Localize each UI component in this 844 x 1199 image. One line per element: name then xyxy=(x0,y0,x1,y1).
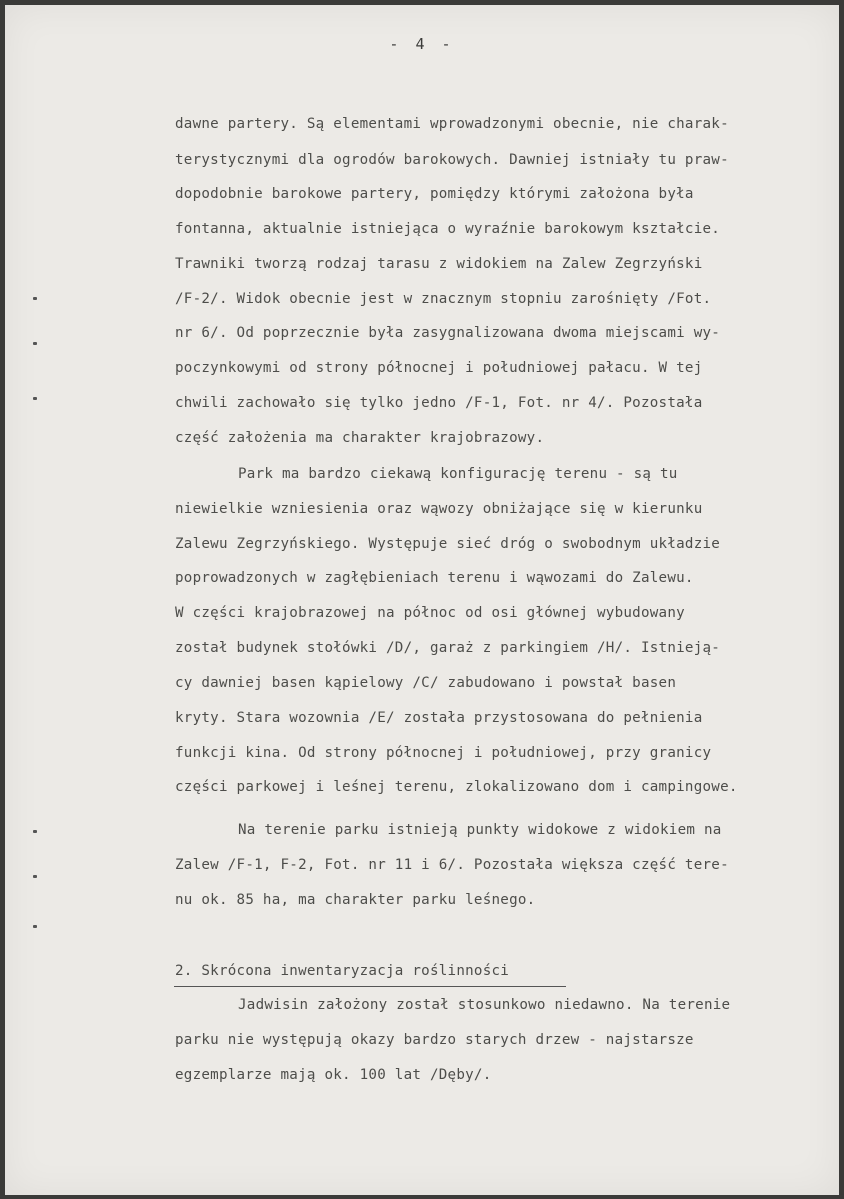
text-line: Jadwisin założony został stosunkowo niedawno. Na terenie xyxy=(238,997,731,1013)
text-line: niewielkie wzniesienia oraz wąwozy obniżające się w kierunku xyxy=(175,501,703,517)
text-line: dopodobnie barokowe partery, pomiędzy którymi założona była xyxy=(175,186,694,202)
text-line: chwili zachowało się tylko jedno /F-1, Fot. nr 4/. Pozostała xyxy=(175,395,703,411)
text-line: nr 6/. Od poprzecznie była zasygnalizowana dwoma miejscami wy- xyxy=(175,325,721,341)
binder-hole xyxy=(33,875,37,878)
text-line: został budynek stołówki /D/, garaż z parkingiem /H/. Istnieją- xyxy=(175,640,721,656)
text-line: /F-2/. Widok obecnie jest w znacznym stopniu zarośnięty /Fot. xyxy=(175,291,712,307)
text-line: funkcji kina. Od strony północnej i południowej, przy granicy xyxy=(175,745,712,761)
text-line: Park ma bardzo ciekawą konfigurację terenu - są tu xyxy=(238,466,678,482)
text-line: poprowadzonych w zagłębieniach terenu i wąwozami do Zalewu. xyxy=(175,570,694,586)
section-heading: 2. Skrócona inwentaryzacja roślinności xyxy=(175,963,510,979)
text-line: cy dawniej basen kąpielowy /C/ zabudowano i powstał basen xyxy=(175,675,677,691)
text-line: poczynkowymi od strony północnej i południowej pałacu. W tej xyxy=(175,360,703,376)
text-line: parku nie występują okazy bardzo starych drzew - najstarsze xyxy=(175,1032,694,1048)
binder-hole xyxy=(33,925,37,928)
binder-hole xyxy=(33,830,37,833)
text-line: egzemplarze mają ok. 100 lat /Dęby/. xyxy=(175,1067,492,1083)
text-line: dawne partery. Są elementami wprowadzonymi obecnie, nie charak- xyxy=(175,116,729,132)
heading-underline xyxy=(174,986,566,987)
text-line: część założenia ma charakter krajobrazowy. xyxy=(175,430,545,446)
page-number: - 4 - xyxy=(389,35,455,53)
binder-hole xyxy=(33,342,37,345)
binder-hole xyxy=(33,297,37,300)
text-line: Zalewu Zegrzyńskiego. Występuje sieć dróg o swobodnym układzie xyxy=(175,536,721,552)
text-line: kryty. Stara wozownia /E/ została przystosowana do pełnienia xyxy=(175,710,703,726)
text-line: W części krajobrazowej na północ od osi głównej wybudowany xyxy=(175,605,685,621)
text-line: nu ok. 85 ha, ma charakter parku leśnego. xyxy=(175,892,536,908)
binder-hole xyxy=(33,397,37,400)
document-page xyxy=(5,5,839,1195)
text-line: Na terenie parku istnieją punkty widokowe z widokiem na xyxy=(238,822,722,838)
text-line: fontanna, aktualnie istniejąca o wyraźnie barokowym kształcie. xyxy=(175,221,721,237)
text-line: Zalew /F-1, F-2, Fot. nr 11 i 6/. Pozostała większa część tere- xyxy=(175,857,729,873)
text-line: terystycznymi dla ogrodów barokowych. Dawniej istniały tu praw- xyxy=(175,152,729,168)
text-line: Trawniki tworzą rodzaj tarasu z widokiem na Zalew Zegrzyński xyxy=(175,256,703,272)
text-line: części parkowej i leśnej terenu, zlokalizowano dom i campingowe. xyxy=(175,779,738,795)
